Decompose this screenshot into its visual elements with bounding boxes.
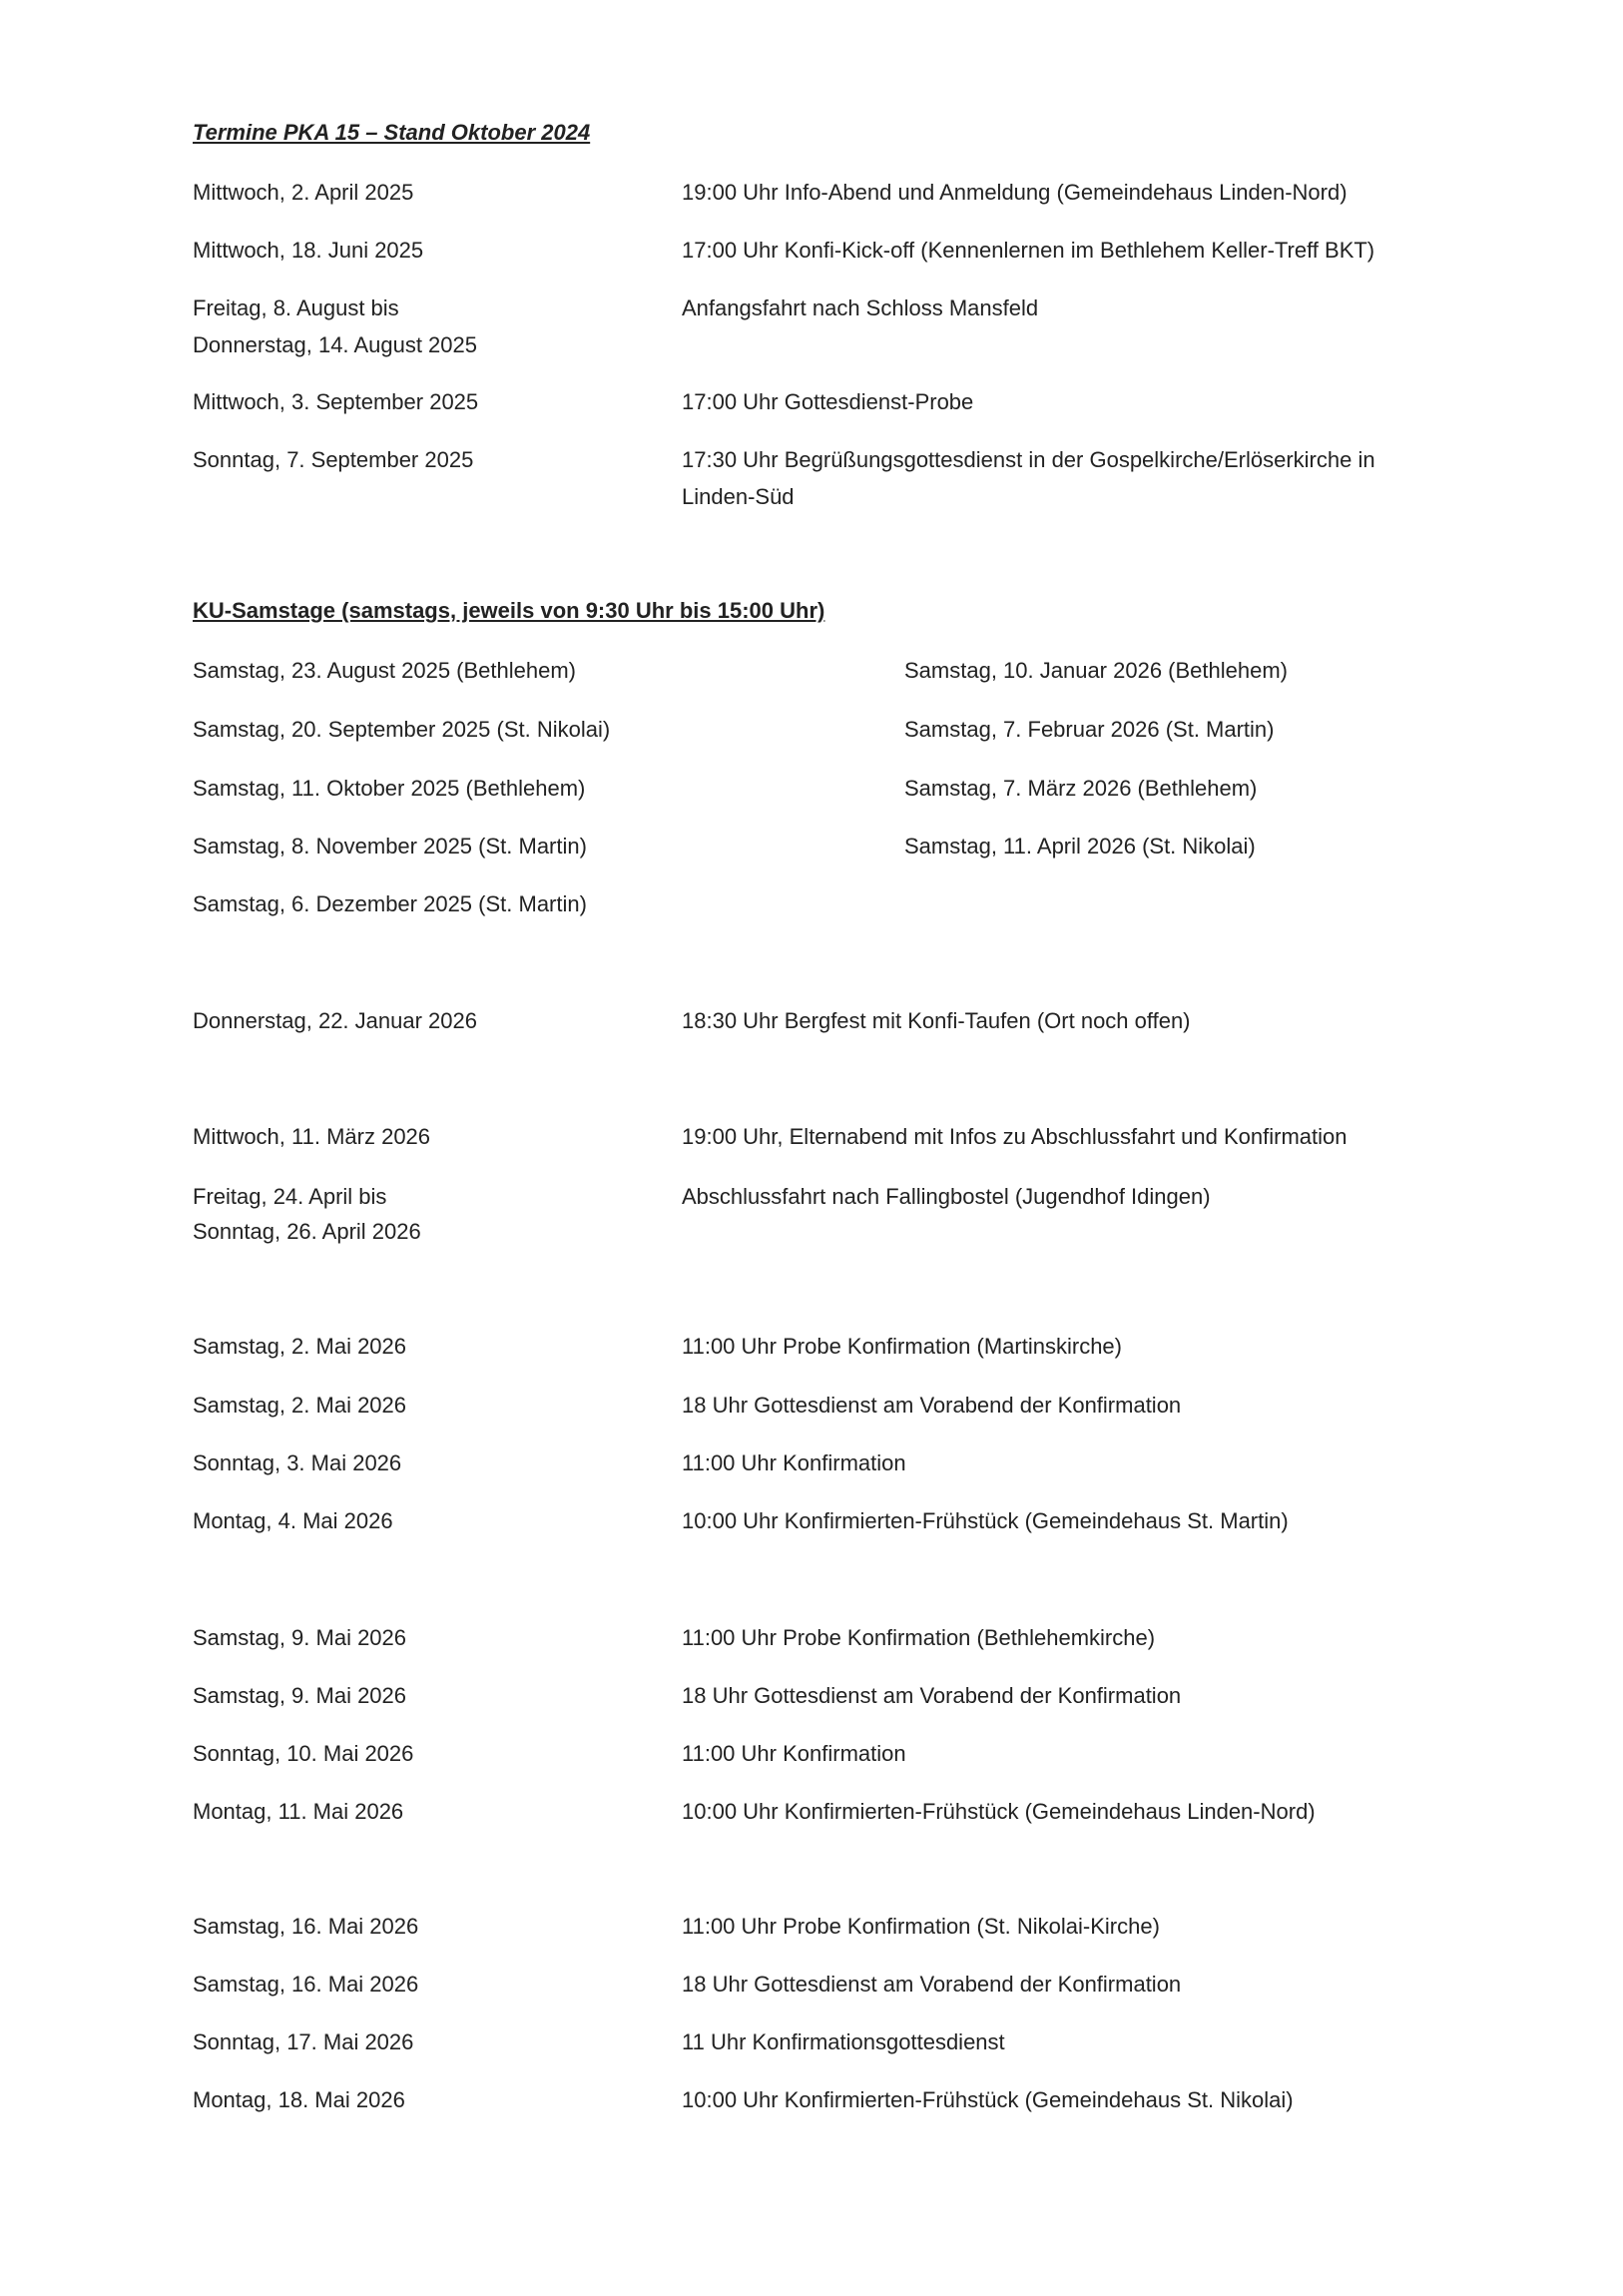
page-title: Termine PKA 15 – Stand Oktober 2024	[193, 120, 591, 145]
event-date: Samstag, 16. Mai 2026	[193, 1914, 419, 1939]
ku-date: Samstag, 7. März 2026 (Bethlehem)	[904, 776, 1258, 801]
event-desc: 19:00 Uhr, Elternabend mit Infos zu Abschlussfahrt und Konfirmation	[682, 1124, 1348, 1149]
event-desc: Anfangsfahrt nach Schloss Mansfeld	[682, 295, 1039, 320]
ku-date: Samstag, 10. Januar 2026 (Bethlehem)	[904, 658, 1289, 683]
event-desc: 11:00 Uhr Konfirmation	[682, 1450, 906, 1475]
event-desc: 18 Uhr Gottesdienst am Vorabend der Konfirmation	[682, 1683, 1182, 1708]
ku-date: Samstag, 11. April 2026 (St. Nikolai)	[904, 834, 1256, 859]
event-date: Mittwoch, 3. September 2025	[193, 389, 479, 414]
ku-date: Samstag, 8. November 2025 (St. Martin)	[193, 834, 587, 859]
event-date: Samstag, 9. Mai 2026	[193, 1683, 407, 1708]
ku-date: Samstag, 7. Februar 2026 (St. Martin)	[904, 717, 1275, 742]
event-date: Montag, 11. Mai 2026	[193, 1799, 404, 1824]
event-desc-cont: Linden-Süd	[682, 484, 795, 509]
event-desc: 11:00 Uhr Probe Konfirmation (St. Nikolai-Kirche)	[682, 1914, 1160, 1939]
event-date: Mittwoch, 2. April 2025	[193, 180, 414, 205]
event-date: Samstag, 2. Mai 2026	[193, 1393, 407, 1418]
event-date: Freitag, 24. April bis	[193, 1184, 387, 1209]
event-desc: 11:00 Uhr Konfirmation	[682, 1741, 906, 1766]
event-desc: 10:00 Uhr Konfirmierten-Frühstück (Gemeindehaus St. Nikolai)	[682, 2087, 1294, 2112]
event-date: Sonntag, 10. Mai 2026	[193, 1741, 414, 1766]
ku-date: Samstag, 23. August 2025 (Bethlehem)	[193, 658, 577, 683]
event-date: Sonntag, 7. September 2025	[193, 447, 474, 472]
event-desc: 18:30 Uhr Bergfest mit Konfi-Taufen (Ort noch offen)	[682, 1008, 1191, 1033]
ku-date: Samstag, 11. Oktober 2025 (Bethlehem)	[193, 776, 586, 801]
event-date: Samstag, 2. Mai 2026	[193, 1334, 407, 1359]
event-desc: 17:00 Uhr Gottesdienst-Probe	[682, 389, 974, 414]
event-desc: 17:30 Uhr Begrüßungsgottesdienst in der Gospelkirche/Erlöserkirche in	[682, 447, 1375, 472]
ku-date: Samstag, 6. Dezember 2025 (St. Martin)	[193, 891, 587, 916]
event-desc: 11:00 Uhr Probe Konfirmation (Martinskirche)	[682, 1334, 1122, 1359]
event-date: Donnerstag, 22. Januar 2026	[193, 1008, 477, 1033]
event-desc: 10:00 Uhr Konfirmierten-Frühstück (Gemeindehaus Linden-Nord)	[682, 1799, 1316, 1824]
event-desc: 17:00 Uhr Konfi-Kick-off (Kennenlernen im Bethlehem Keller-Treff BKT)	[682, 238, 1375, 263]
event-date: Freitag, 8. August bis	[193, 295, 399, 320]
event-date: Mittwoch, 18. Juni 2025	[193, 238, 424, 263]
event-date-end: Donnerstag, 14. August 2025	[193, 332, 477, 357]
event-desc: Abschlussfahrt nach Fallingbostel (Jugendhof Idingen)	[682, 1184, 1211, 1209]
ku-date: Samstag, 20. September 2025 (St. Nikolai)	[193, 717, 611, 742]
event-date: Sonntag, 3. Mai 2026	[193, 1450, 402, 1475]
event-date: Samstag, 16. Mai 2026	[193, 1972, 419, 1997]
event-desc: 11 Uhr Konfirmationsgottesdienst	[682, 2029, 1005, 2054]
event-desc: 18 Uhr Gottesdienst am Vorabend der Konfirmation	[682, 1972, 1182, 1997]
ku-heading: KU-Samstage (samstags, jeweils von 9:30 Uhr bis 15:00 Uhr)	[193, 598, 825, 623]
event-date: Mittwoch, 11. März 2026	[193, 1124, 431, 1149]
event-date: Samstag, 9. Mai 2026	[193, 1625, 407, 1650]
event-desc: 11:00 Uhr Probe Konfirmation (Bethlehemkirche)	[682, 1625, 1156, 1650]
event-desc: 10:00 Uhr Konfirmierten-Frühstück (Gemeindehaus St. Martin)	[682, 1508, 1289, 1533]
event-date: Sonntag, 17. Mai 2026	[193, 2029, 414, 2054]
event-date-end: Sonntag, 26. April 2026	[193, 1219, 421, 1244]
event-date: Montag, 4. Mai 2026	[193, 1508, 393, 1533]
event-date: Montag, 18. Mai 2026	[193, 2087, 405, 2112]
event-desc: 19:00 Uhr Info-Abend und Anmeldung (Gemeindehaus Linden-Nord)	[682, 180, 1348, 205]
event-desc: 18 Uhr Gottesdienst am Vorabend der Konfirmation	[682, 1393, 1182, 1418]
